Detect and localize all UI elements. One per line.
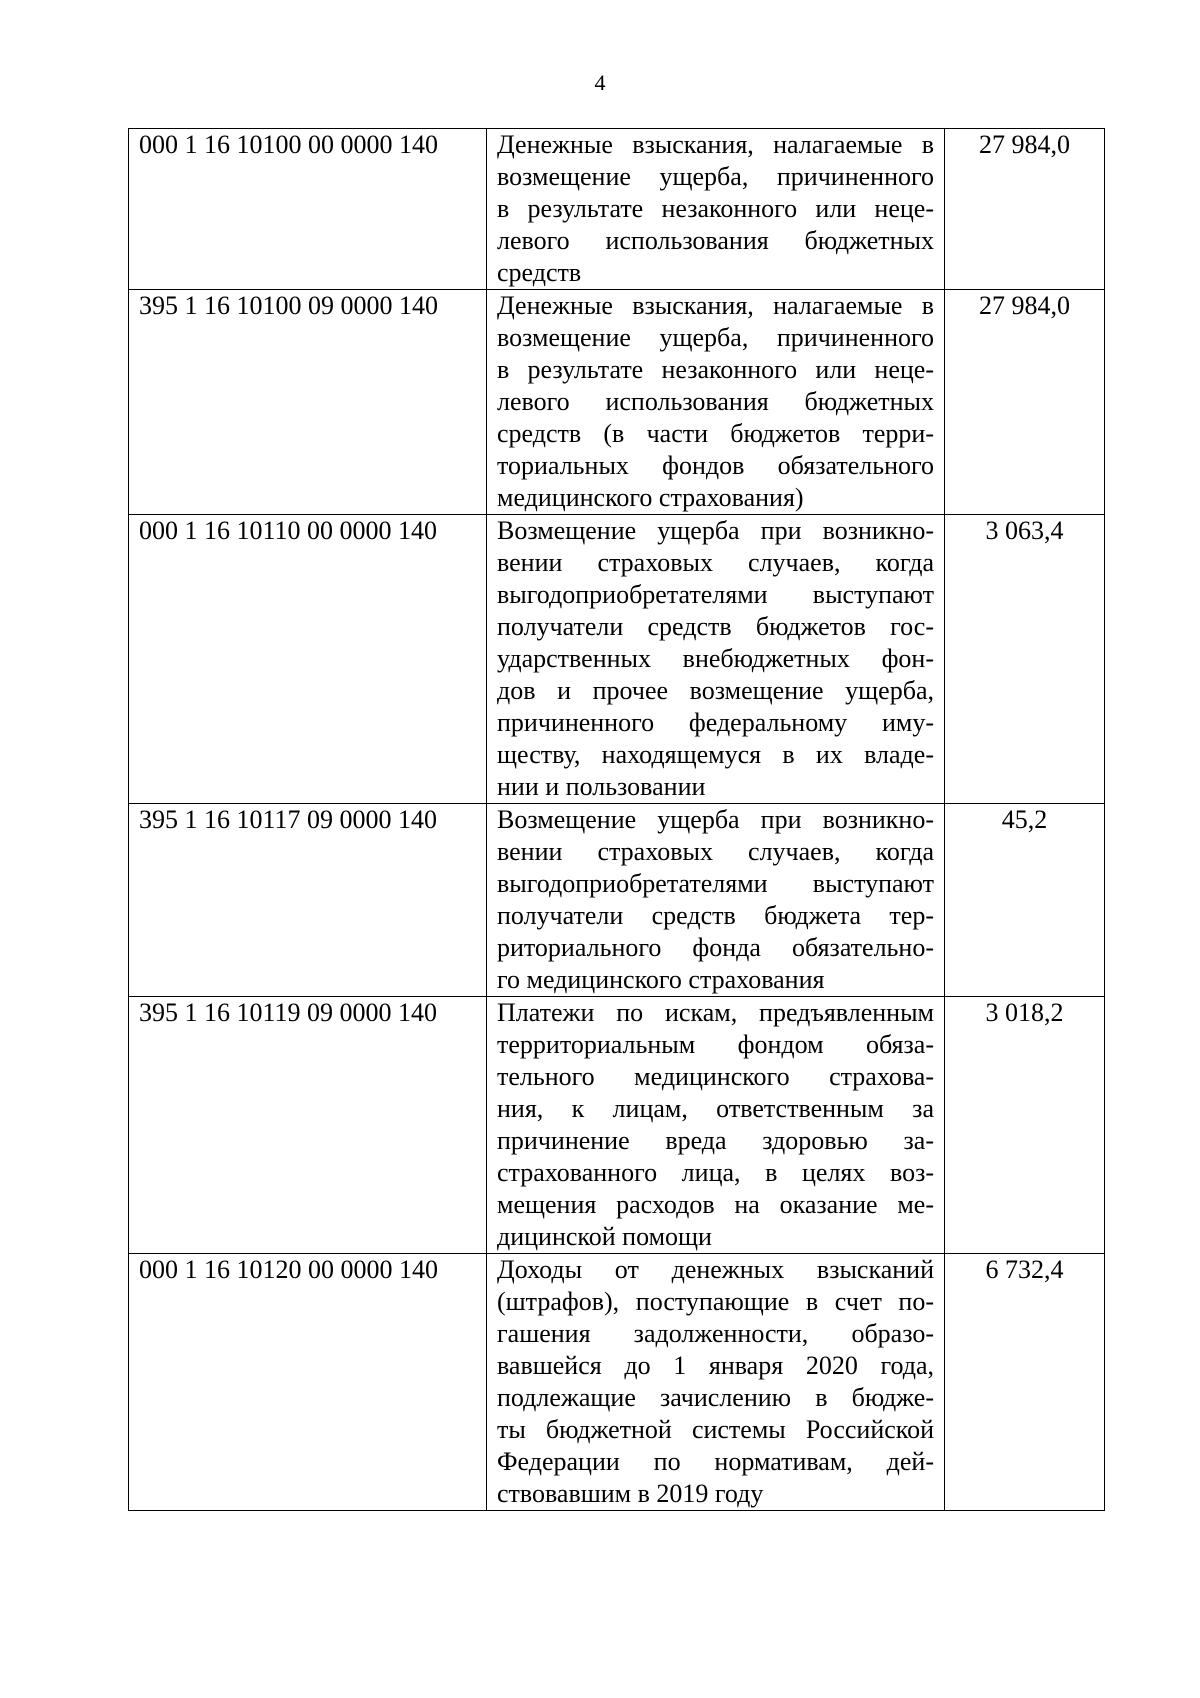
table-row: [129, 290, 1105, 515]
revenue-description: [487, 129, 945, 290]
description-line: причинение вреда здоровью за-: [497, 1126, 934, 1155]
description-line: страхованного лица, в целях воз-: [497, 1158, 934, 1187]
description-line: гашения задолженности, образо-: [497, 1319, 934, 1348]
table-row: [129, 997, 1105, 1254]
budget-revenue-table: [128, 128, 1105, 1511]
description-line: Денежные взыскания, налагаемые в: [497, 130, 934, 159]
description-line: Возмещение ущерба при возникно-: [497, 516, 934, 545]
description-line: мещения расходов на оказание ме-: [497, 1190, 934, 1219]
table-row: [129, 1254, 1105, 1511]
description-line: территориальным фондом обяза-: [497, 1030, 934, 1059]
description-line: Возмещение ущерба при возникно-: [497, 805, 934, 834]
description-line: получатели средств бюджета тер-: [497, 901, 934, 930]
amount-value: 27 984,0: [945, 129, 1105, 290]
revenue-description: [487, 290, 945, 515]
description-line: средств: [497, 258, 582, 287]
table-body: [129, 129, 1105, 1511]
description-line: го медицинского страхования: [497, 965, 825, 994]
description-line: возмещение ущерба, причиненного: [497, 323, 934, 352]
revenue-description: [487, 515, 945, 804]
classification-code: 000 1 16 10120 00 0000 140: [129, 1254, 487, 1511]
description-line: левого использования бюджетных: [497, 387, 934, 416]
description-line: Федерации по нормативам, дей-: [497, 1447, 934, 1476]
description-line: вении страховых случаев, когда: [497, 548, 934, 577]
description-line: вении страховых случаев, когда: [497, 837, 934, 866]
amount-value: 6 732,4: [945, 1254, 1105, 1511]
revenue-description: [487, 1254, 945, 1511]
description-line: ствовавшим в 2019 году: [497, 1479, 764, 1508]
description-line: выгодоприобретателями выступают: [497, 869, 934, 898]
table-row: [129, 129, 1105, 290]
description-line: ния, к лицам, ответственным за: [497, 1094, 934, 1123]
amount-value: 3 063,4: [945, 515, 1105, 804]
revenue-description: [487, 997, 945, 1254]
description-line: Денежные взыскания, налагаемые в: [497, 291, 934, 320]
description-line: получатели средств бюджетов гос-: [497, 612, 934, 641]
page-number: 4: [594, 70, 606, 95]
revenue-description: [487, 804, 945, 997]
classification-code: 395 1 16 10117 09 0000 140: [129, 804, 487, 997]
description-line: риториального фонда обязательно-: [497, 933, 934, 962]
amount-value: 45,2: [945, 804, 1105, 997]
description-line: ты бюджетной системы Российской: [497, 1415, 934, 1444]
description-line: левого использования бюджетных: [497, 226, 934, 255]
description-line: (штрафов), поступающие в счет по-: [497, 1287, 934, 1316]
description-line: подлежащие зачислению в бюдже-: [497, 1383, 934, 1412]
classification-code: 000 1 16 10110 00 0000 140: [129, 515, 487, 804]
description-line: Доходы от денежных взысканий: [497, 1255, 934, 1284]
description-line: тельного медицинского страхова-: [497, 1062, 934, 1091]
classification-code: 395 1 16 10100 09 0000 140: [129, 290, 487, 515]
amount-value: 27 984,0: [945, 290, 1105, 515]
description-line: причиненного федеральному иму-: [497, 708, 934, 737]
classification-code: 000 1 16 10100 00 0000 140: [129, 129, 487, 290]
classification-code: 395 1 16 10119 09 0000 140: [129, 997, 487, 1254]
description-line: возмещение ущерба, причиненного: [497, 162, 934, 191]
description-line: медицинского страхования): [497, 483, 804, 512]
description-line: вавшейся до 1 января 2020 года,: [497, 1351, 934, 1380]
description-line: в результате незаконного или неце-: [497, 194, 934, 223]
description-line: ториальных фондов обязательного: [497, 451, 934, 480]
description-line: ществу, находящемуся в их владе-: [497, 740, 934, 769]
table-row: [129, 515, 1105, 804]
table-row: [129, 804, 1105, 997]
description-line: средств (в части бюджетов терри-: [497, 419, 934, 448]
description-line: дов и прочее возмещение ущерба,: [497, 676, 934, 705]
amount-value: 3 018,2: [945, 997, 1105, 1254]
description-line: Платежи по искам, предъявленным: [497, 998, 934, 1027]
description-line: дицинской помощи: [497, 1222, 712, 1251]
description-line: ударственных внебюджетных фон-: [497, 644, 934, 673]
description-line: выгодоприобретателями выступают: [497, 580, 934, 609]
description-line: нии и пользовании: [497, 772, 706, 801]
description-line: в результате незаконного или неце-: [497, 355, 934, 384]
